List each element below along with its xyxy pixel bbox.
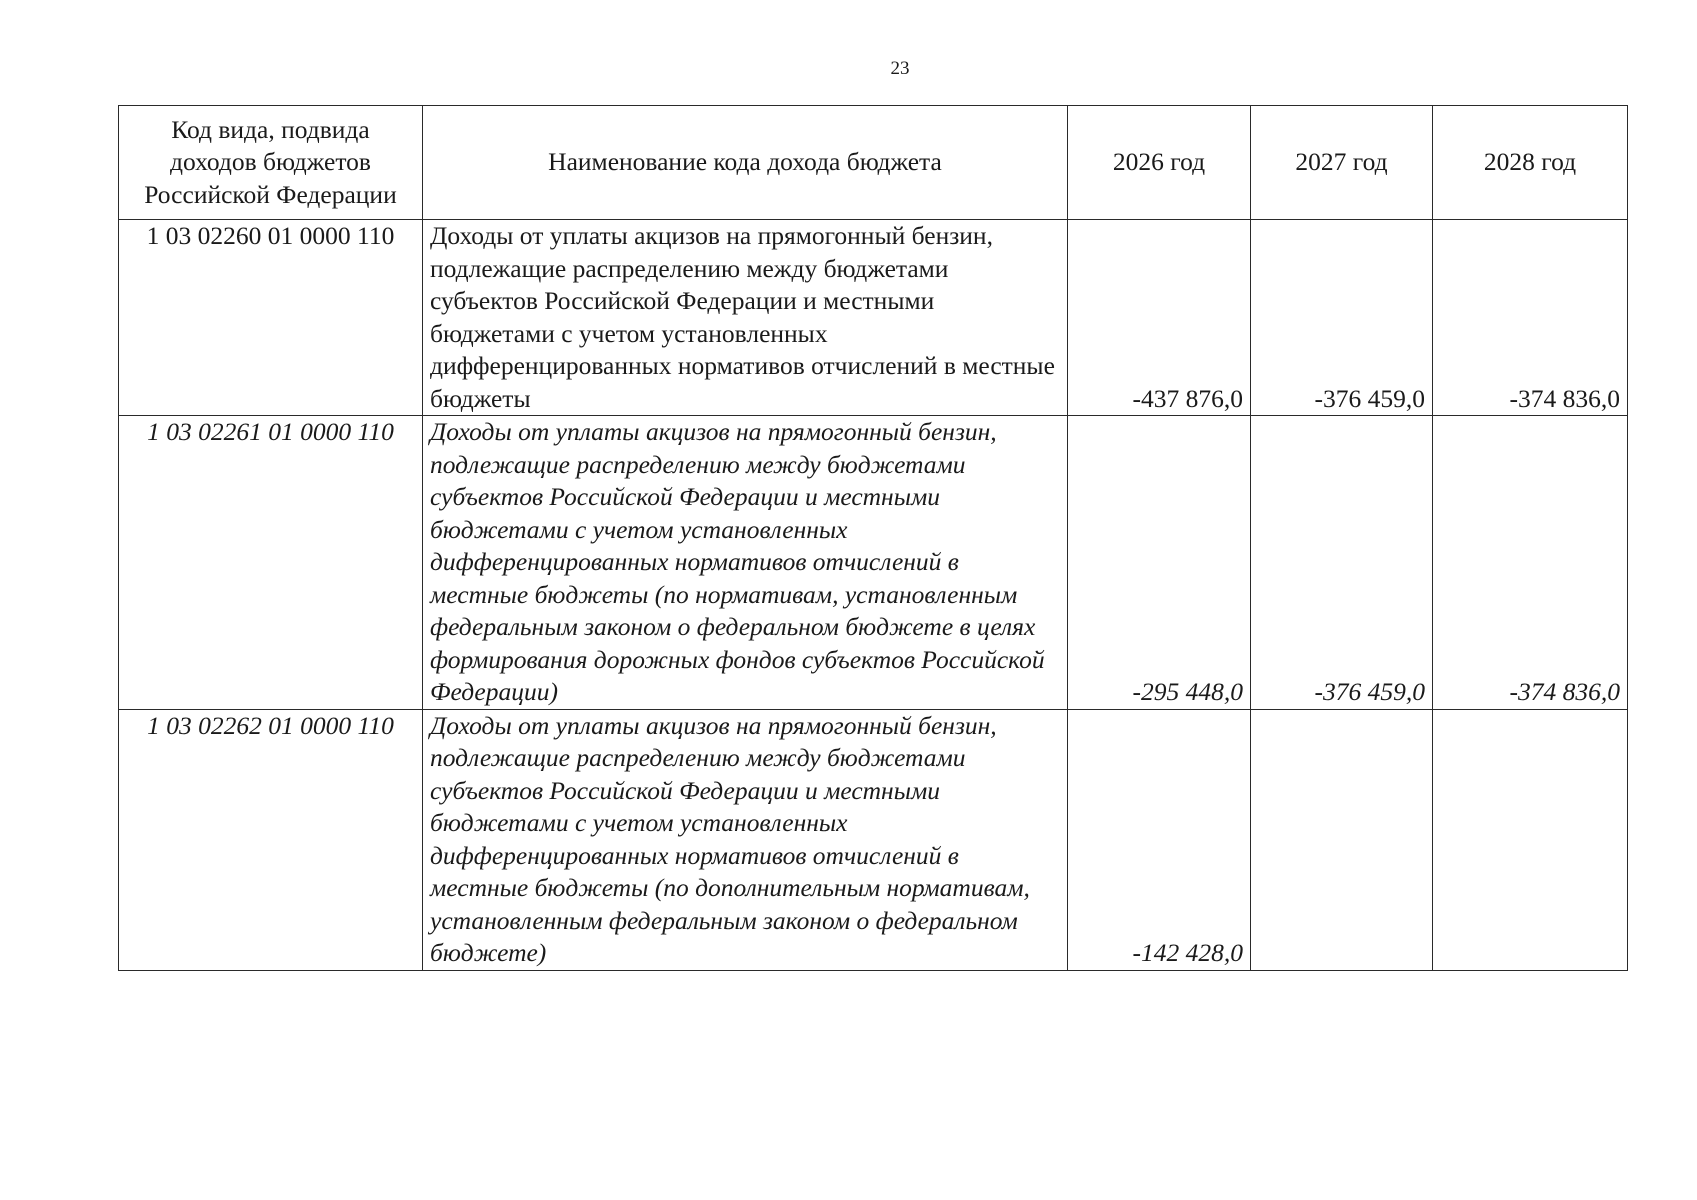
row-amount-2028: -374 836,0 xyxy=(1433,416,1628,710)
row-amount-2027: -376 459,0 xyxy=(1251,416,1433,710)
table-row xyxy=(119,416,1628,710)
budget-revenue-table xyxy=(118,105,1628,971)
row-amount-2028: -374 836,0 xyxy=(1433,220,1628,416)
row-amount-2028 xyxy=(1433,709,1628,970)
row-name: Доходы от уплаты акцизов на прямогонный бензин, подлежащие распределению между бюджетами субъектов Российской Федерации и местными бюджетами с учетом установленных дифференцированных нормативов отчислений в местные бюджеты (по дополнительным нормативам, установленным федеральным законом о федеральном бюджете) xyxy=(423,709,1068,970)
row-name: Доходы от уплаты акцизов на прямогонный бензин, подлежащие распределению между бюджетами субъектов Российской Федерации и местными бюджетами с учетом установленных дифференцированных нормативов отчислений в местные бюджеты xyxy=(423,220,1068,416)
table-row xyxy=(119,709,1628,970)
table-row xyxy=(119,220,1628,416)
row-code: 1 03 02260 01 0000 110 xyxy=(119,220,423,416)
row-amount-2026: -295 448,0 xyxy=(1068,416,1251,710)
row-amount-2026: -142 428,0 xyxy=(1068,709,1251,970)
row-code: 1 03 02262 01 0000 110 xyxy=(119,709,423,970)
table-header-row xyxy=(119,106,1628,220)
header-name: Наименование кода дохода бюджета xyxy=(423,106,1068,220)
header-2026: 2026 год xyxy=(1068,106,1251,220)
header-2027: 2027 год xyxy=(1251,106,1433,220)
row-name: Доходы от уплаты акцизов на прямогонный бензин, подлежащие распределению между бюджетами субъектов Российской Федерации и местными бюджетами с учетом установленных дифференцированных нормативов отчислений в местные бюджеты (по нормативам, установленным федеральным законом о федеральном бюджете в целях формирования дорожных фондов субъектов Российской Федерации) xyxy=(423,416,1068,710)
row-amount-2027: -376 459,0 xyxy=(1251,220,1433,416)
header-code: Код вида, подвида доходов бюджетов Российской Федерации xyxy=(119,106,423,220)
row-code: 1 03 02261 01 0000 110 xyxy=(119,416,423,710)
row-amount-2027 xyxy=(1251,709,1433,970)
page-number: 23 xyxy=(890,58,910,79)
header-2028: 2028 год xyxy=(1433,106,1628,220)
row-amount-2026: -437 876,0 xyxy=(1068,220,1251,416)
